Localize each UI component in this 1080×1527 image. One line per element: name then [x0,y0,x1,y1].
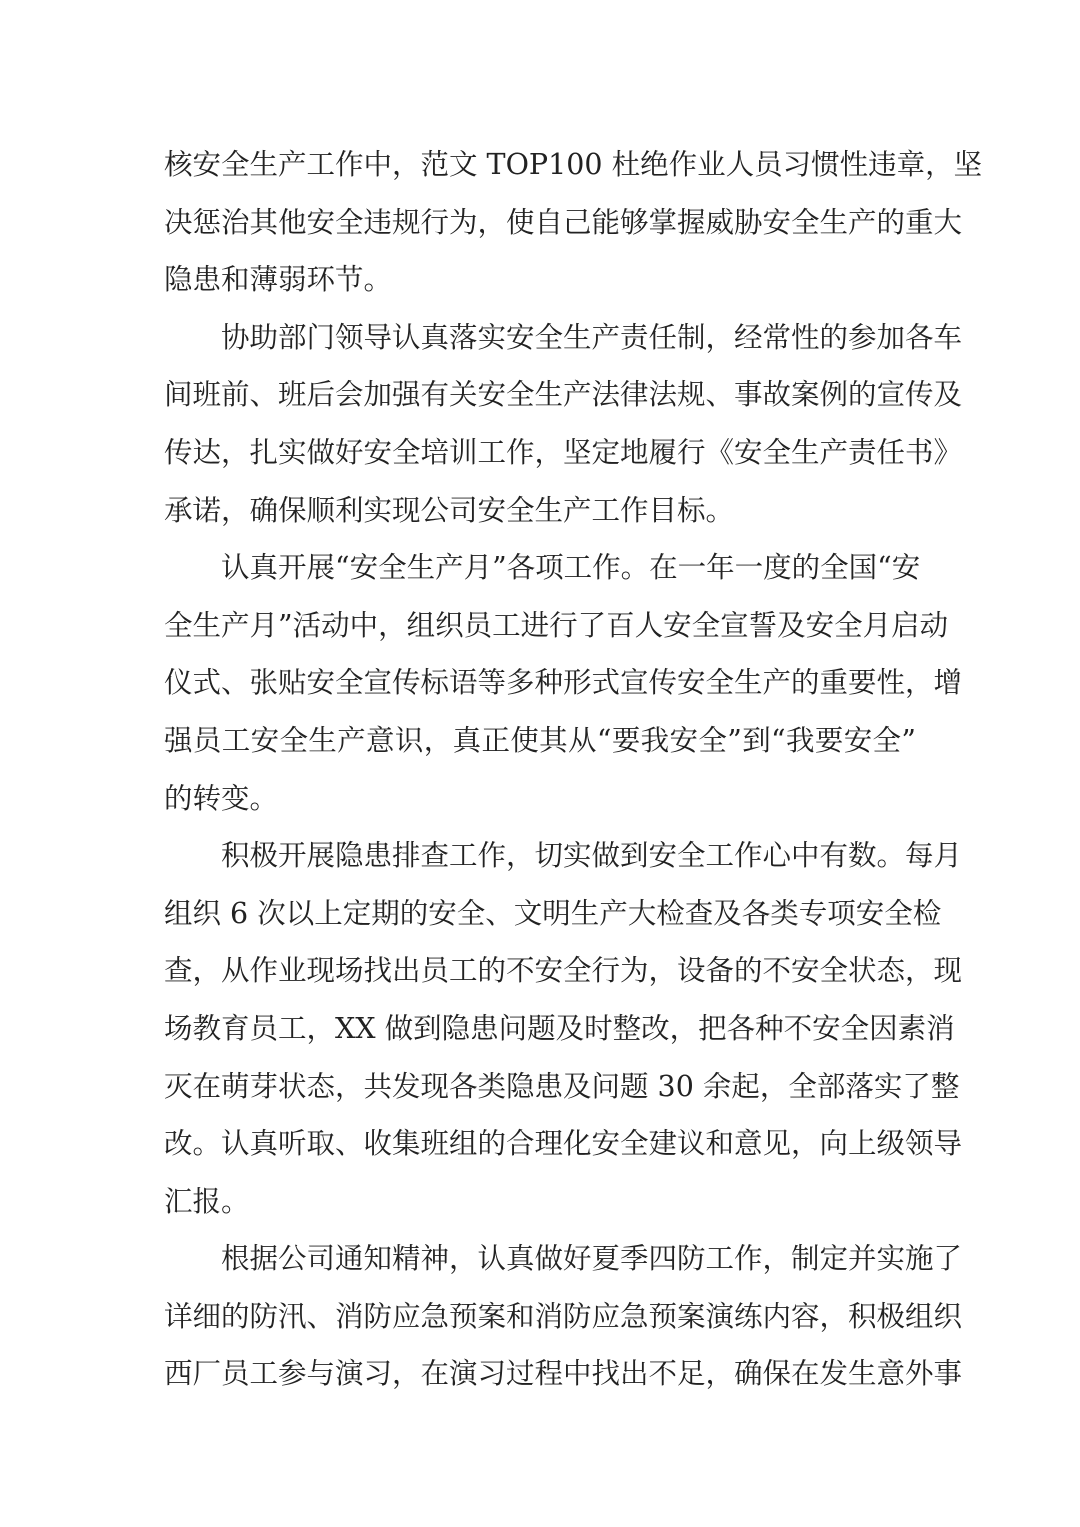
paragraph-3 [164,539,963,827]
paragraph-line: 认真开展“安全生产月”各项工作。在一年一度的全国“安 [221,551,921,585]
paragraph-line: 根据公司通知精神，认真做好夏季四防工作，制定并实施了 [221,1242,963,1276]
paragraph-line: 详细的防汛、消防应急预案和消防应急预案演练内容，积极组织 [164,1299,963,1333]
paragraph-line: 传达，扎实做好安全培训工作，坚定地履行《安全生产责任书》 [164,435,963,469]
paragraph-line: 决惩治其他安全违规行为，使自己能够掌握威胁安全生产的重大 [164,205,963,239]
paragraph-line: 间班前、班后会加强有关安全生产法律法规、事故案例的宣传及 [164,378,963,412]
paragraph-line: 仪式、张贴安全宣传标语等多种形式宣传安全生产的重要性，增 [164,666,963,700]
paragraph-4 [164,827,963,1230]
paragraph-line: 隐患和薄弱环节。 [164,263,393,297]
paragraph-line: 积极开展隐患排查工作，切实做到安全工作心中有数。每月 [221,839,963,873]
paragraph-1 [164,136,983,309]
paragraph-line: 场教育员工，XX 做到隐患问题及时整改，把各种不安全因素消 [164,1011,955,1045]
paragraph-line: 灭在萌芽状态，共发现各类隐患及问题 30 余起，全部落实了整 [164,1069,960,1103]
paragraph-line: 全生产月”活动中，组织员工进行了百人安全宣誓及安全月启动 [164,608,949,642]
paragraph-line: 承诺，确保顺利实现公司安全生产工作目标。 [164,493,735,527]
paragraph-line: 改。认真听取、收集班组的合理化安全建议和意见，向上级领导 [164,1127,963,1161]
paragraph-line: 强员工安全生产意识，真正使其从“要我安全”到“我要安全” [164,723,916,757]
paragraph-line: 协助部门领导认真落实安全生产责任制，经常性的参加各车 [221,320,963,354]
paragraph-line: 核安全生产工作中，范文 TOP100 杜绝作业人员习惯性违章，坚 [164,148,983,181]
paragraph-line: 组织 6 次以上定期的安全、文明生产大检查及各类专项安全检 [164,896,942,930]
paragraph-line: 汇报。 [164,1184,250,1218]
paragraph-2 [164,309,963,539]
paragraph-line: 查，从作业现场找出员工的不安全行为，设备的不安全状态，现 [164,954,963,988]
paragraph-line: 的转变。 [164,781,279,815]
paragraph-5 [164,1230,963,1403]
document-body [164,136,983,1403]
paragraph-line: 西厂员工参与演习，在演习过程中找出不足，确保在发生意外事 [164,1357,963,1391]
